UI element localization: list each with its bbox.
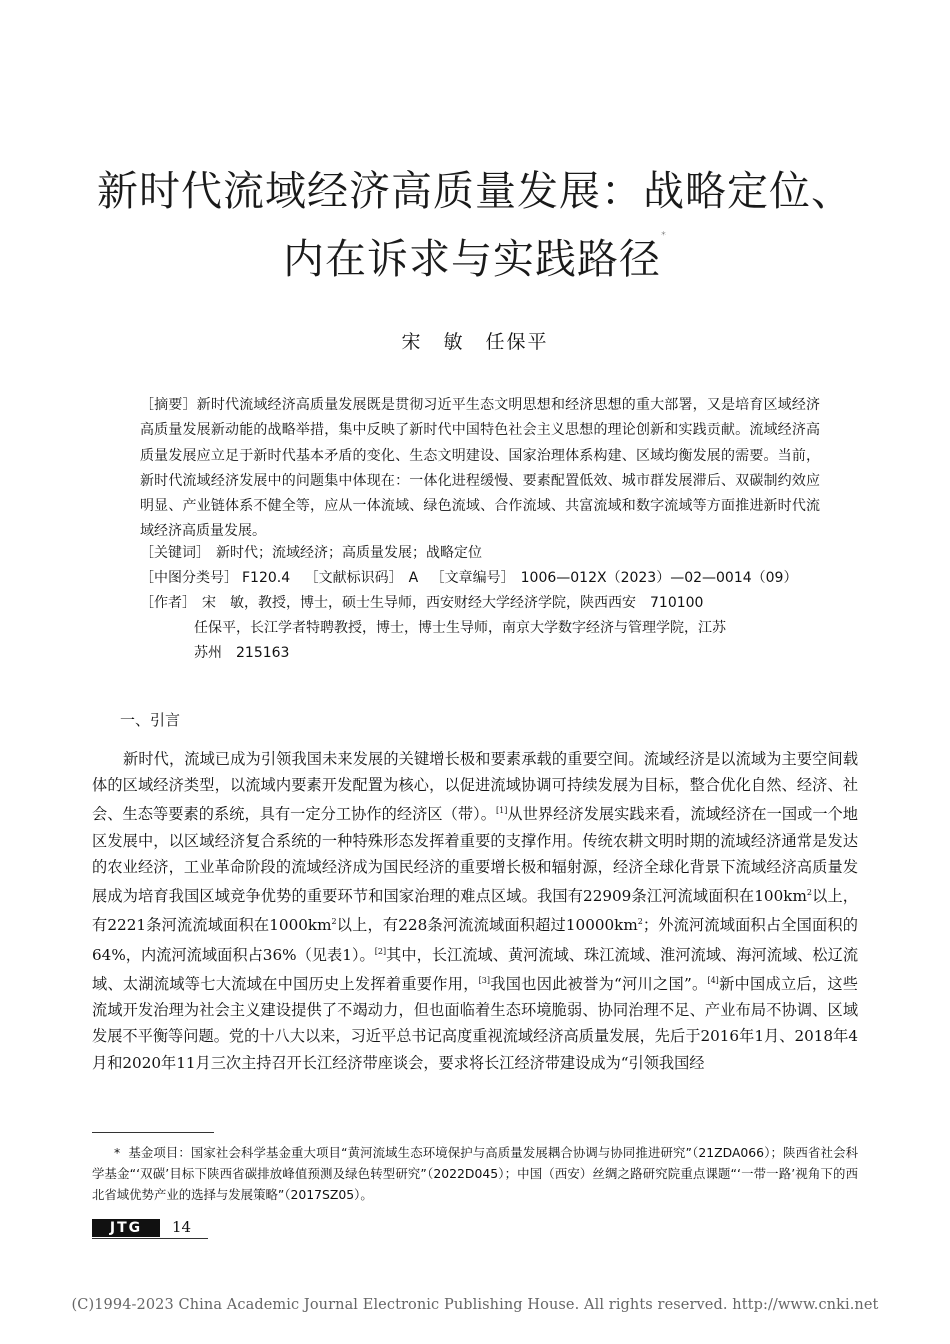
body-text-1: 新时代，流域已成为引领我国未来发展的关键增长极和要素承载的重要空间。流域经济是以流域为主要空间载体的区域经济类型，以流域内要素开发配置为核心，以促进流域协调可持续发展为目标，整合优化自然、经济、社会、生态等要素的系统，具有一定分工协作的经济区（带）。: [92, 750, 858, 824]
title-footnote-mark: *: [661, 230, 667, 241]
citation-1: [1]: [496, 806, 508, 816]
body-text-8: 新中国成立后，这些流域开发治理为社会主义建设提供了不竭动力，但也面临着生态环境脆弱、协同治理不足、产业布局不协调、区域发展不平衡等问题。党的十八大以来，习近平总书记高度重视流域经济高质量发展，先后于2016年1月、2018年4月和2020年11月三次主持召开长江经济带座谈会，要求将长江经济带建设成为“引领我国经: [92, 974, 858, 1072]
page-number-underline: [92, 1238, 208, 1239]
classification-line: [140, 567, 797, 587]
author-1-info: 宋 敏，教授，博士，硕士生导师，西安财经大学经济学院，陕西西安 710100: [202, 595, 704, 611]
author-names: 宋 敏 任保平: [401, 331, 549, 353]
footnote-divider: [92, 1132, 214, 1133]
copyright-notice: (C)1994-2023 China Academic Journal Electronic Publishing House. All rights reserved. http://www.cnki.net: [71, 1297, 879, 1313]
citation-3: [3]: [478, 975, 491, 985]
keywords: 新时代；流域经济；高质量发展；战略定位: [216, 545, 482, 561]
abstract-text: 新时代流域经济高质量发展既是贯彻习近平生态文明思想和经济思想的重大部署，又是培育区域经济高质量发展新动能的战略举措，集中反映了新时代中国特色社会主义思想的理论创新和实践贡献。流域经济高质量发展应立足于新时代基本矛盾的变化、生态文明建设、国家治理体系构建、区域均衡发展的需要。当前，新时代流域经济发展中的问题集中体现在：一体化进程缓慢、要素配置低效、城市群发展滞后、双碳制约效应明显、产业链体系不健全等，应从一体流域、绿色流域、合作流域、共富流域和数字流域等方面推进新时代流域经济高质量发展。: [140, 397, 821, 540]
body-text-6: 其中，长江流域、黄河流域、珠江流域、淮河流域、海河流域、松辽流域、太湖流域等七大流域在中国历史上发挥着重要作用，: [92, 945, 859, 993]
body-text-5: ；外流河流域面积占全国面积的64%，内流河流域面积占36%（见表1）。: [92, 916, 858, 964]
doc-code-value: A: [408, 570, 419, 586]
footnote-text: 基金项目：国家社会科学基金重大项目“黄河流域生态环境保护与高质量发展耦合协调与协同推进研究”（21ZDA066）；陕西省社会科学基金“‘双碳’目标下陕西省碳排放峰值预测及绿色转型研究”（2022D045）；中国（西安）丝绸之路研究院重点课题“‘一带一路’视角下的西北省域优势产业的选择与发展策略”（2017SZ05）。: [92, 1145, 858, 1202]
abstract-label: ［摘要］: [140, 397, 197, 413]
author-info-label: ［作者］: [140, 595, 196, 611]
abstract: [140, 393, 820, 545]
author-info-line-1: [140, 592, 703, 612]
clc-value: F120.4: [242, 570, 291, 586]
footnote-mark: *: [114, 1145, 121, 1160]
doc-code-label: ［文献标识码］: [304, 570, 403, 586]
citation-4: [4]: [707, 975, 719, 985]
author-2-info-line-2: 苏州 215163: [194, 645, 290, 661]
article-no-value: 1006—012X（2023）—02—0014（09）: [520, 570, 798, 586]
section-heading-introduction: 一、引言: [120, 711, 181, 729]
superscript-2a: 2: [806, 888, 812, 898]
body-paragraph: [92, 746, 858, 1076]
superscript-2c: 2: [637, 917, 643, 927]
footnote: [92, 1142, 858, 1205]
body-text-7: 我国也因此被誉为“河川之国”。: [490, 974, 708, 993]
superscript-2b: 2: [331, 917, 337, 927]
title-line-2: [0, 226, 950, 285]
body-text-2: 从世界经济发展实践来看，流域经济在一国或一个地区发展中，以区域经济复合系统的一种特殊形态发挥着重要的支撑作用。传统农耕文明时期的流域经济通常是发达的农业经济，工业革命阶段的流域经济成为国民经济的重要增长极和辐射源，经济全球化背景下流域经济高质量发展成为培育我国区域竞争优势的重要环节和国家治理的难点区域。我国有22909条江河流域面积在100km: [92, 805, 858, 906]
body-text-4: 以上，有228条河流流域面积超过10000km: [336, 916, 638, 935]
keywords-line: [140, 542, 482, 562]
article-no-label: ［文章编号］: [430, 570, 515, 586]
keywords-label: ［关键词］: [140, 545, 210, 561]
body-text-3: 以上，有2221条河流流域面积在1000km: [92, 887, 858, 935]
citation-2: [2]: [374, 946, 387, 956]
author-2-info-line-1: 任保平，长江学者特聘教授，博士，博士生导师，南京大学数字经济与管理学院，江苏: [194, 620, 726, 636]
title-line-1: 新时代流域经济高质量发展：战略定位、: [97, 167, 853, 215]
title-line-2-text: 内在诉求与实践路径: [283, 235, 661, 283]
page-number: 14: [172, 1218, 192, 1236]
clc-label: ［中图分类号］: [140, 570, 238, 586]
journal-logo: JTG: [92, 1219, 160, 1237]
